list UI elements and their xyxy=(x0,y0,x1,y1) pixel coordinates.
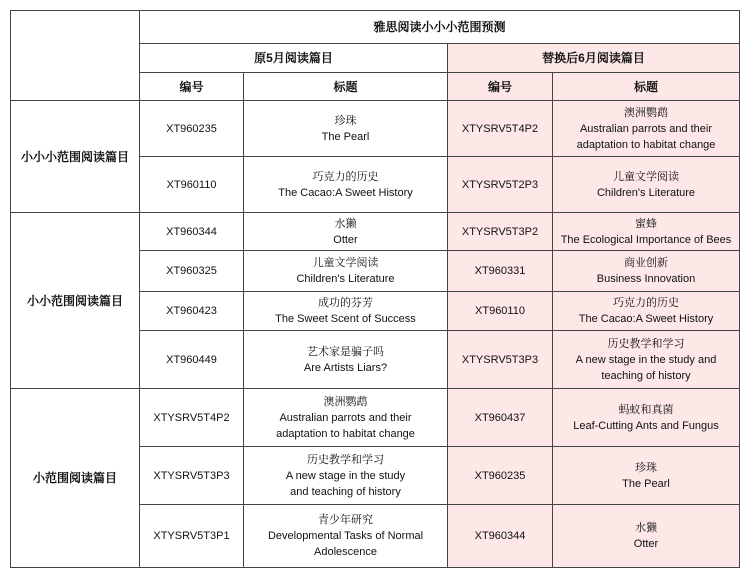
title-line: adaptation to habitat change xyxy=(276,427,415,440)
title-line: 澳洲鹦鹉 xyxy=(323,395,368,408)
title-line: Developmental Tasks of Normal xyxy=(267,530,424,542)
replacement-code-cell: XT960331 xyxy=(448,251,553,292)
title-line: 儿童文学阅读 xyxy=(312,257,379,269)
title-line: Children's Literature xyxy=(296,273,395,285)
title-line: A new stage in the study xyxy=(285,469,406,482)
original-title-cell xyxy=(244,101,448,157)
title-line: The Ecological Importance of Bees xyxy=(560,233,732,246)
table-row xyxy=(11,213,740,251)
title-line: Australian parrots and their xyxy=(279,411,412,424)
title-line: 珍珠 xyxy=(635,461,657,474)
section-label: 小小范围阅读篇目 xyxy=(11,213,140,389)
title-line: 历史教学和学习 xyxy=(307,453,384,466)
title-line: Adolescence xyxy=(314,546,377,558)
replacement-header: 替换后6月阅读篇目 xyxy=(448,44,740,73)
replacement-code-cell: XT960437 xyxy=(448,389,553,447)
title-line: 商业创新 xyxy=(624,257,668,269)
original-title-cell xyxy=(244,447,448,505)
title-line: 巧克力的历史 xyxy=(312,170,379,183)
title-line: adaptation to habitat change xyxy=(576,138,716,151)
replacement-code-cell: XT960235 xyxy=(448,447,553,505)
original-code-cell: XT960325 xyxy=(140,251,244,292)
title-line: A new stage in the study and xyxy=(575,353,717,366)
title-line: 青少年研究 xyxy=(318,514,373,526)
original-title-cell xyxy=(244,251,448,292)
title-line: The Cacao:A Sweet History xyxy=(578,313,714,325)
replacement-title-cell xyxy=(553,447,740,505)
title-line: 巧克力的历史 xyxy=(613,297,679,309)
title-line: The Pearl xyxy=(321,130,370,143)
replacement-title-cell xyxy=(553,157,740,213)
title-line: 艺术家是骗子吗 xyxy=(307,345,384,358)
replacement-title-cell xyxy=(553,292,740,331)
replacement-code-cell: XTYSRV5T4P2 xyxy=(448,101,553,157)
title-line: 澳洲鹦鹉 xyxy=(624,106,668,119)
original-code-cell: XT960449 xyxy=(140,331,244,389)
title-line: teaching of history xyxy=(601,369,691,382)
original-code-cell: XTYSRV5T3P3 xyxy=(140,447,244,505)
title-line: 水獭 xyxy=(635,522,657,534)
replacement-code-header: 编号 xyxy=(448,73,553,101)
original-code-cell: XT960110 xyxy=(140,157,244,213)
title-line: 成功的芬芳 xyxy=(318,297,373,309)
original-code-cell: XT960423 xyxy=(140,292,244,331)
original-title-cell xyxy=(244,157,448,213)
replacement-title-cell xyxy=(553,101,740,157)
table-row xyxy=(11,101,740,157)
title-line: 珍珠 xyxy=(334,114,357,127)
title-line: and teaching of history xyxy=(290,485,401,498)
title-line: 水獭 xyxy=(334,217,357,230)
title-line: The Cacao:A Sweet History xyxy=(278,186,413,199)
title-line: 蜜蜂 xyxy=(635,217,657,230)
title-line: 蚂蚁和真菌 xyxy=(618,403,674,416)
title-line: Otter xyxy=(633,538,659,550)
replacement-code-cell: XTYSRV5T3P3 xyxy=(448,331,553,389)
original-title-cell xyxy=(244,389,448,447)
original-title-cell xyxy=(244,505,448,568)
replacement-title-header: 标题 xyxy=(553,73,740,101)
original-title-cell xyxy=(244,213,448,251)
original-title-cell xyxy=(244,331,448,389)
section-label: 小范围阅读篇目 xyxy=(11,389,140,568)
prediction-table-wrapper xyxy=(10,10,740,568)
original-header: 原5月阅读篇目 xyxy=(140,44,448,73)
title-line: Leaf-Cutting Ants and Fungus xyxy=(573,419,719,432)
title-line: Australian parrots and their xyxy=(579,122,713,135)
replacement-title-cell xyxy=(553,331,740,389)
original-code-cell: XTYSRV5T3P1 xyxy=(140,505,244,568)
section-label: 小小小范围阅读篇目 xyxy=(11,101,140,213)
title-line: Are Artists Liars? xyxy=(303,361,388,374)
corner-cell xyxy=(11,11,140,101)
title-line: 历史教学和学习 xyxy=(607,337,685,350)
title-line: 儿童文学阅读 xyxy=(613,170,679,183)
original-title-cell xyxy=(244,292,448,331)
title-line: Otter xyxy=(333,233,358,246)
original-code-cell: XT960235 xyxy=(140,101,244,157)
title-line: Business Innovation xyxy=(596,273,696,285)
original-title-header: 标题 xyxy=(244,73,448,101)
replacement-title-cell xyxy=(553,213,740,251)
table-body xyxy=(11,101,740,568)
title-line: The Pearl xyxy=(622,477,670,490)
replacement-title-cell xyxy=(553,251,740,292)
table-row xyxy=(11,389,740,447)
original-code-cell: XTYSRV5T4P2 xyxy=(140,389,244,447)
replacement-code-cell: XT960110 xyxy=(448,292,553,331)
title-line: The Sweet Scent of Success xyxy=(275,313,416,325)
replacement-title-cell xyxy=(553,505,740,568)
replacement-code-cell: XTYSRV5T2P3 xyxy=(448,157,553,213)
original-code-header: 编号 xyxy=(140,73,244,101)
original-code-cell: XT960344 xyxy=(140,213,244,251)
prediction-table xyxy=(10,10,740,568)
replacement-code-cell: XT960344 xyxy=(448,505,553,568)
title-line: Children's Literature xyxy=(596,186,696,199)
replacement-title-cell xyxy=(553,389,740,447)
table-title: 雅思阅读小小小范围预测 xyxy=(140,11,740,44)
replacement-code-cell: XTYSRV5T3P2 xyxy=(448,213,553,251)
